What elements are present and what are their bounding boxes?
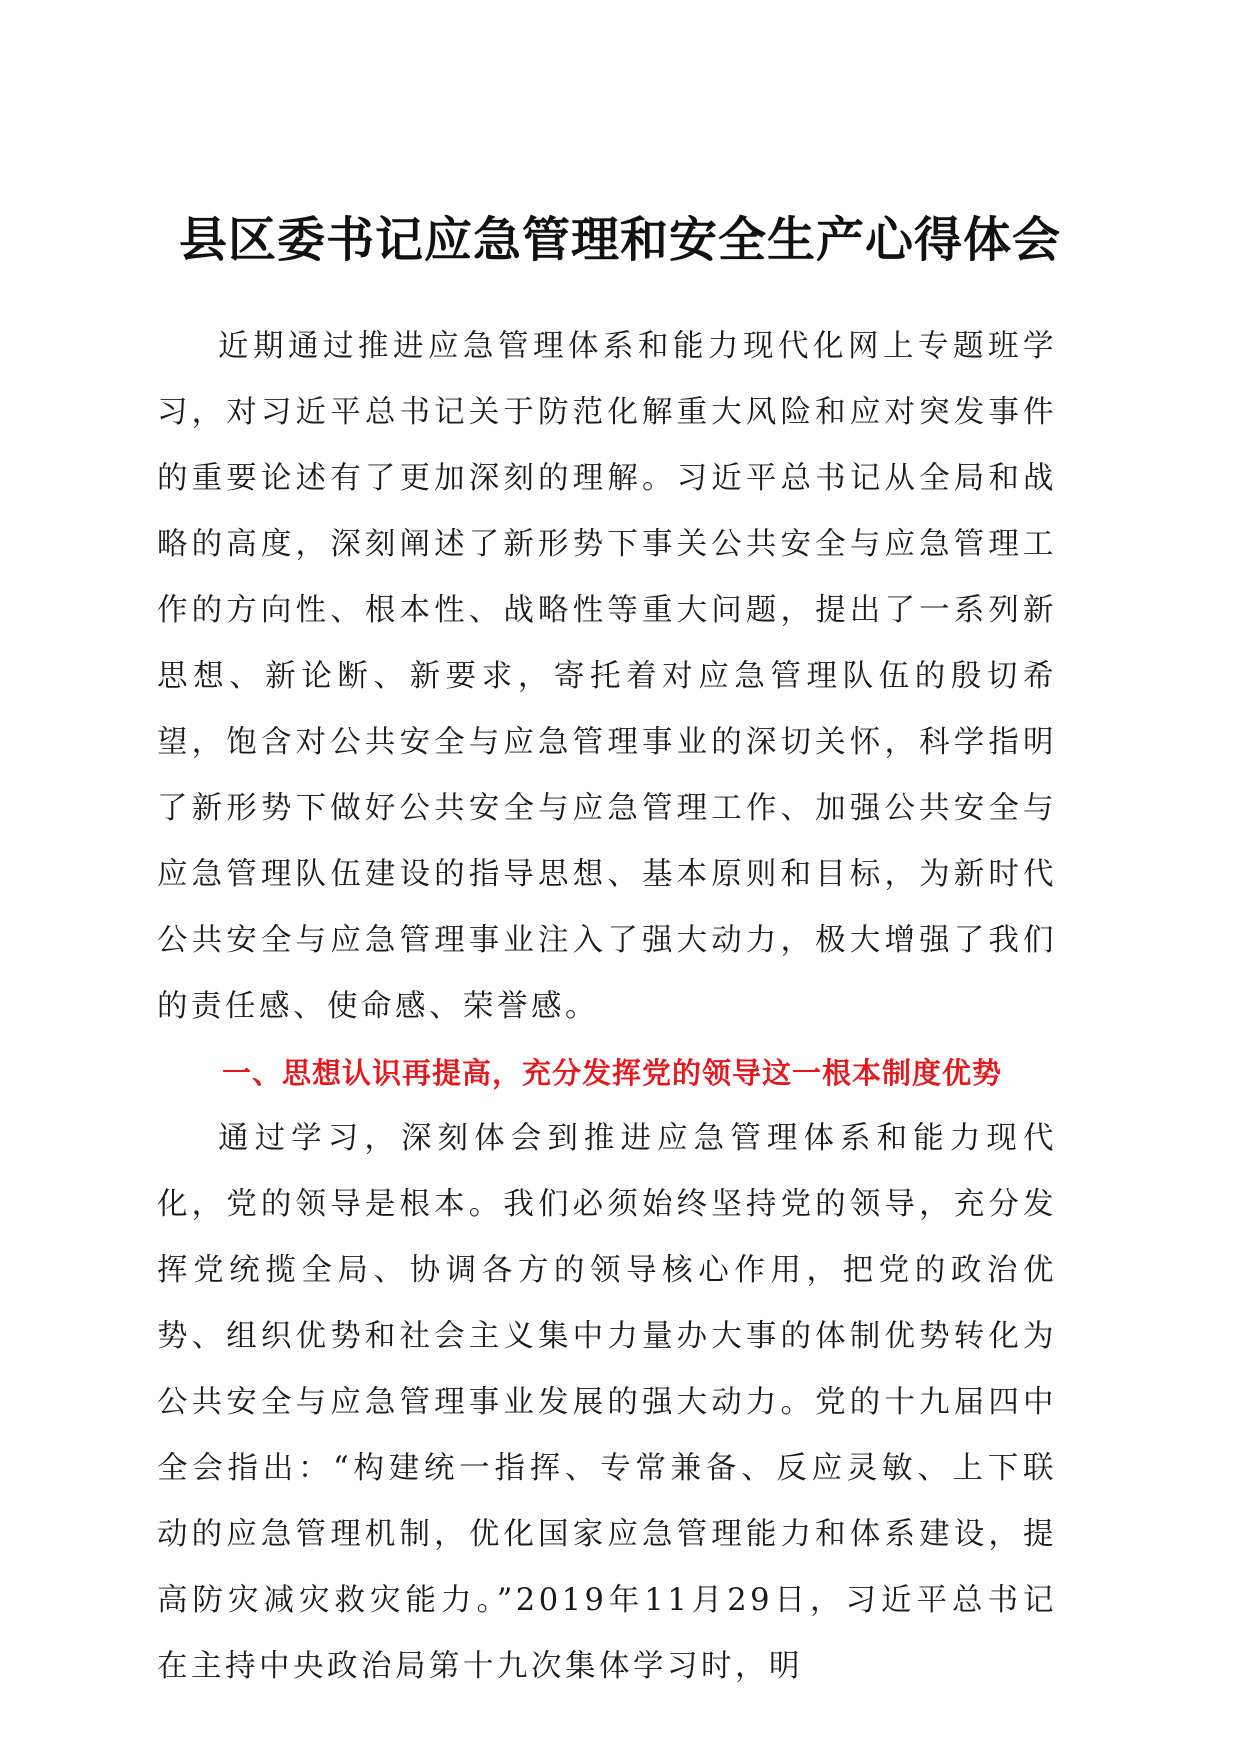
document-body xyxy=(157,314,1057,1700)
paragraph-section-1: 通过学习，深刻体会到推进应急管理体系和能力现代化，党的领导是根本。我们必须始终坚持党的领导，充分发挥党统揽全局、协调各方的领导核心作用，把党的政治优势、组织优势和社会主义集中力量办大事的体制优势转化为公共安全与应急管理事业发展的强大动力。党的十九届四中全会指出：“构建统一指挥、专常兼备、反应灵敏、上下联动的应急管理机制，优化国家应急管理能力和体系建设，提高防灾减灾救灾能力。”2019年11月29日，习近平总书记在主持中央政治局第十九次集体学习时，明 xyxy=(157,1121,1057,1684)
document-title: 县区委书记应急管理和安全生产心得体会 xyxy=(178,212,1061,268)
paragraph-intro: 近期通过推进应急管理体系和能力现代化网上专题班学习，对习近平总书记关于防范化解重大风险和应对突发事件的重要论述有了更加深刻的理解。习近平总书记从全局和战略的高度，深刻阐述了新形势下事关公共安全与应急管理工作的方向性、根本性、战略性等重大问题，提出了一系列新思想、新论断、新要求，寄托着对应急管理队伍的殷切希望，饱含对公共安全与应急管理事业的深切关怀，科学指明了新形势下做好公共安全与应急管理工作、加强公共安全与应急管理队伍建设的指导思想、基本原则和目标，为新时代公共安全与应急管理事业注入了强大动力，极大增强了我们的责任感、使命感、荣誉感。 xyxy=(157,329,1057,1024)
section-heading-1: 一、思想认识再提高，充分发挥党的领导这一根本制度优势 xyxy=(222,1056,1003,1090)
